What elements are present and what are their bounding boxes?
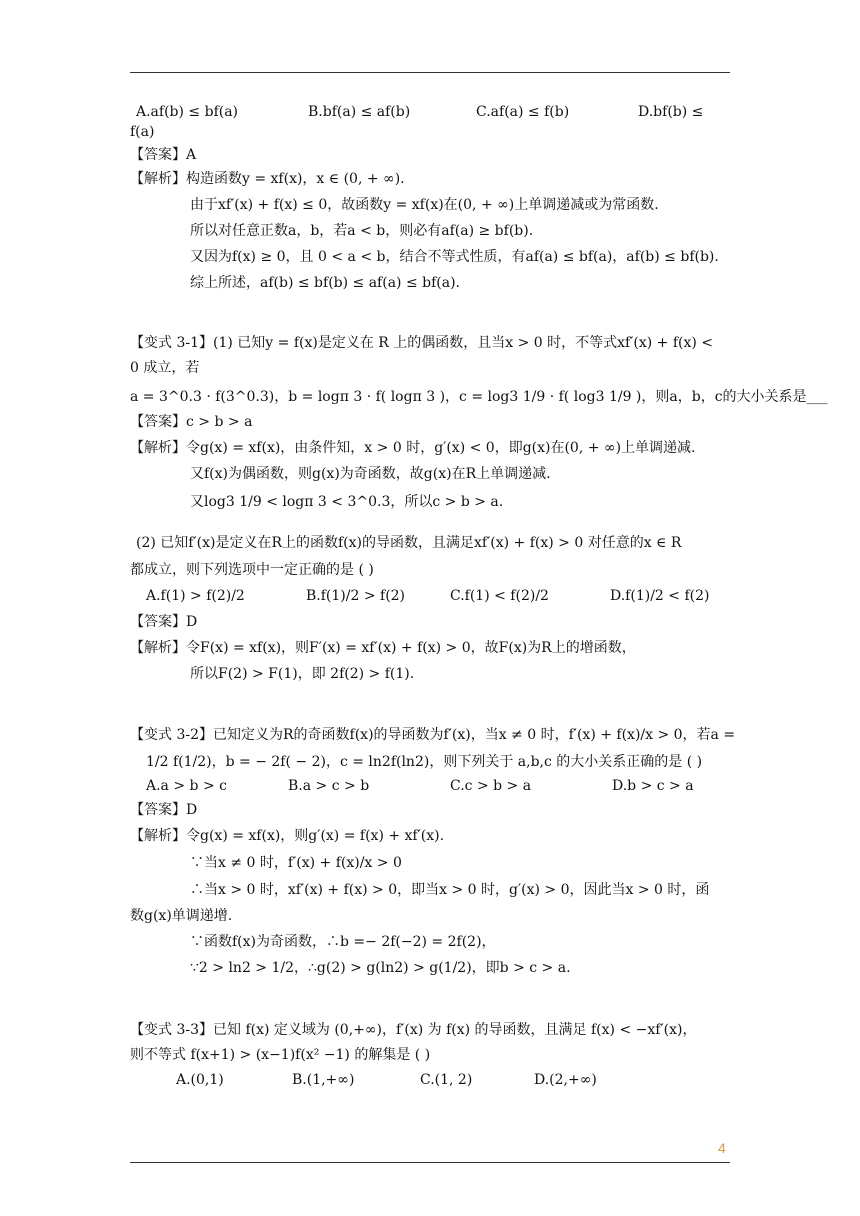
text-line: C.(1, 2) <box>420 1072 473 1088</box>
text-line: B.a > c > b <box>288 778 370 794</box>
text-line: A.(0,1) <box>176 1072 224 1088</box>
text-line: B.bf(a) ≤ af(b) <box>308 104 411 120</box>
text-line: C.f(1) < f(2)/2 <box>450 588 549 604</box>
text-line: C.af(a) ≤ f(b) <box>476 104 570 120</box>
text-line: 则不等式 f(x+1) > (x−1)f(x² −1) 的解集是 ( ) <box>130 1047 431 1063</box>
text-line: 【解析】令g(x) = xf(x)，由条件知，x > 0 时，g′(x) < 0，即g(x)在(0, + ∞)上单调递减. <box>130 440 696 456</box>
text-line: D.(2,+∞) <box>534 1072 597 1088</box>
text-line: A.af(b) ≤ bf(a) <box>136 104 239 120</box>
text-line: a = 3^0.3 · f(3^0.3)，b = logπ 3 · f( logπ 3 )，c = log3 1/9 · f( log3 1/9 )，则a，b，c的大小关系是___ <box>130 389 828 405</box>
text-line: 【解析】令g(x) = xf(x)，则g′(x) = f(x) + xf′(x). <box>130 828 445 844</box>
text-line: 又因为f(x) ≥ 0，且 0 < a < b，结合不等式性质，有af(a) ≤ bf(a)，af(b) ≤ bf(b). <box>190 249 719 265</box>
page-number: 4 <box>718 1140 726 1156</box>
text-line: D.bf(b) ≤ <box>638 104 704 120</box>
text-line: 【变式 3-1】(1) 已知y = f(x)是定义在 R 上的偶函数，且当x > 0 时，不等式xf′(x) + f(x) < <box>130 335 714 351</box>
footer-rule <box>130 1162 730 1163</box>
header-rule <box>130 72 730 73</box>
text-line: 0 成立，若 <box>130 360 200 376</box>
text-line: 所以F(2) > F(1)，即 2f(2) > f(1). <box>190 666 415 682</box>
text-line: 【答案】c > b > a <box>130 414 253 430</box>
text-line: f(a) <box>130 124 155 140</box>
text-line: ∵当x ≠ 0 时，f′(x) + f(x)/x > 0 <box>190 855 402 871</box>
text-line: 【变式 3-3】已知 f(x) 定义域为 (0,+∞)，f′(x) 为 f(x) 的导函数，且满足 f(x) < −xf′(x)， <box>130 1022 697 1038</box>
text-line: A.a > b > c <box>146 778 227 794</box>
text-line: 【答案】A <box>130 147 197 163</box>
text-line: 由于xf′(x) + f(x) ≤ 0，故函数y = xf(x)在(0, + ∞)上单调递减或为常函数. <box>190 197 659 213</box>
text-line: 综上所述，af(b) ≤ bf(b) ≤ af(a) ≤ bf(a). <box>190 275 460 291</box>
text-line: 【答案】D <box>130 614 198 630</box>
text-line: (2) 已知f′(x)是定义在R上的函数f(x)的导函数，且满足xf′(x) + f(x) > 0 对任意的x ∈ R <box>136 535 682 551</box>
text-line: ∵函数f(x)为奇函数，∴b =− 2f(−2) = 2f(2)， <box>190 934 496 950</box>
text-line: ∵2 > ln2 > 1/2，∴g(2) > g(ln2) > g(1/2)，即b > c > a. <box>190 960 571 976</box>
text-line: B.f(1)/2 > f(2) <box>306 588 406 604</box>
text-line: 1/2 f(1/2)，b = − 2f( − 2)，c = ln2f(ln2)，则下列关于 a,b,c 的大小关系正确的是 ( ) <box>146 754 703 770</box>
text-line: 又log3 1/9 < logπ 3 < 3^0.3，所以c > b > a. <box>190 494 504 510</box>
text-line: C.c > b > a <box>450 778 532 794</box>
text-line: B.(1,+∞) <box>292 1072 355 1088</box>
text-line: 【解析】令F(x) = xf(x)，则F′(x) = xf′(x) + f(x) > 0，故F(x)为R上的增函数， <box>130 640 636 656</box>
text-line: 所以对任意正数a，b，若a < b，则必有af(a) ≥ bf(b). <box>190 223 534 239</box>
text-line: 【变式 3-2】已知定义为R的奇函数f(x)的导函数为f′(x)，当x ≠ 0 时，f′(x) + f(x)/x > 0，若a = <box>130 727 736 743</box>
text-line: 数g(x)单调递增. <box>130 908 233 924</box>
text-line: 【答案】D <box>130 802 198 818</box>
text-line: D.f(1)/2 < f(2) <box>610 588 710 604</box>
text-line: 都成立，则下列选项中一定正确的是 ( ) <box>130 562 374 578</box>
text-line: 【解析】构造函数y = xf(x)，x ∈ (0, + ∞). <box>130 171 405 187</box>
text-line: ∴当x > 0 时，xf′(x) + f(x) > 0，即当x > 0 时，g′(x) > 0，因此当x > 0 时，函 <box>190 882 710 898</box>
text-line: 又f(x)为偶函数，则g(x)为奇函数，故g(x)在R上单调递减. <box>190 466 551 482</box>
text-line: A.f(1) > f(2)/2 <box>146 588 245 604</box>
text-line: D.b > c > a <box>612 778 694 794</box>
